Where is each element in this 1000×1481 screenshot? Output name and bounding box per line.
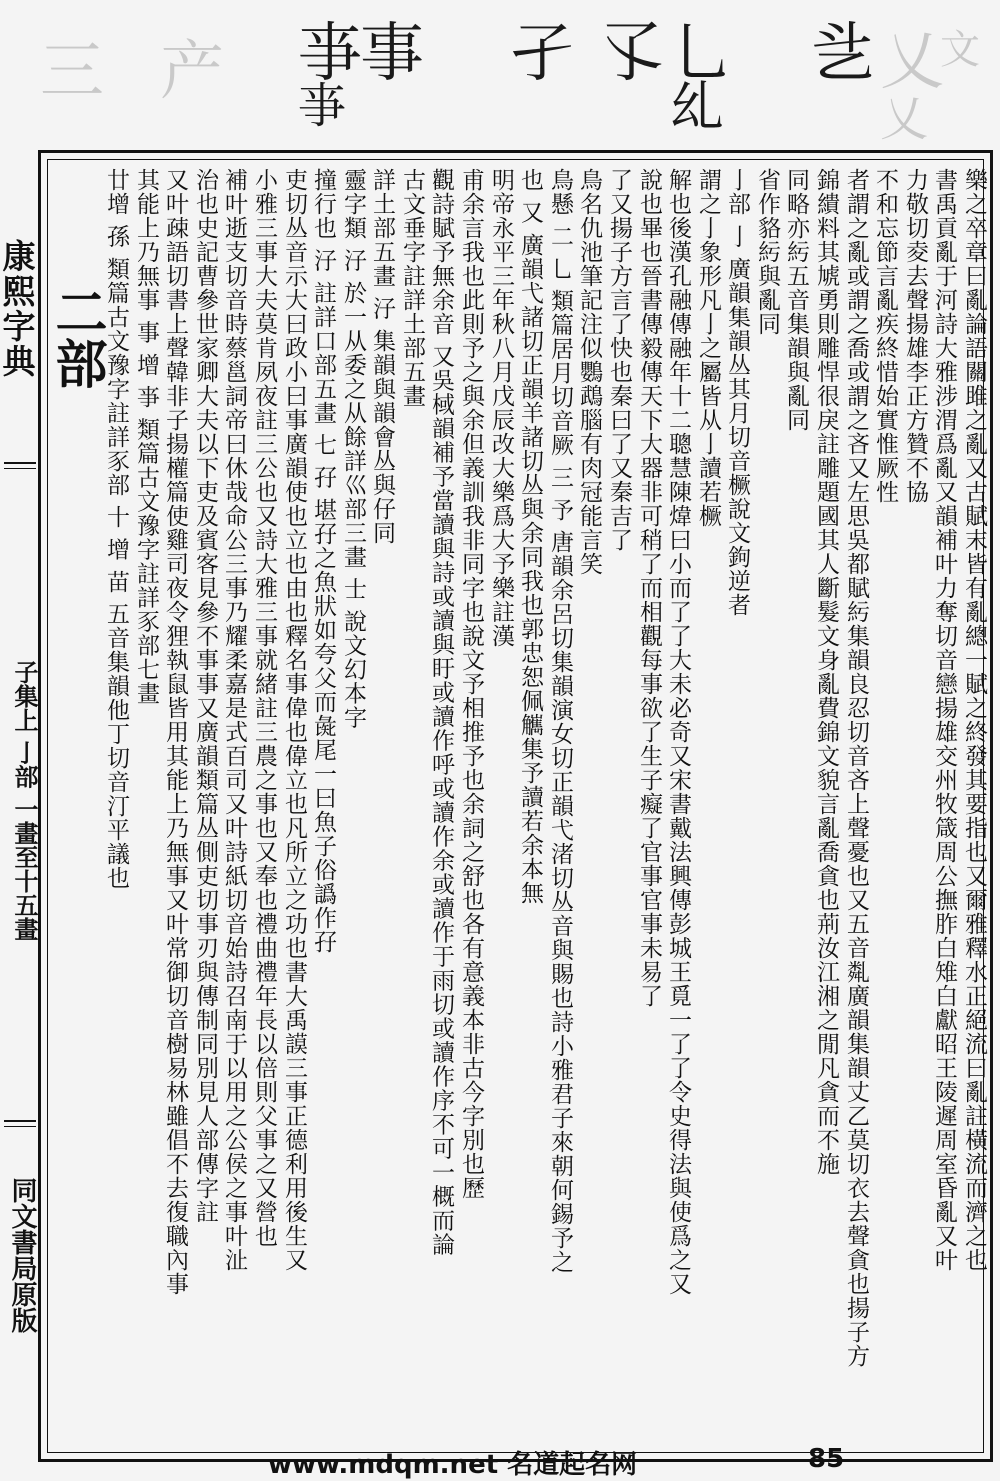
seal-char-faint: 文	[940, 27, 980, 73]
margin-divider	[4, 468, 36, 469]
text-column: 廿增 孫 類篇古文豫字註詳豕部 十 增 苗 五音集韻他丁切音汀平議也	[103, 168, 129, 890]
seal-char-faint: 产	[160, 35, 224, 109]
text-column: 鳥懸 二 乚 類篇居月切音厥 三 予 唐韻余呂切集韻演女切正韻弋渚切丛音與賜也詩小雅君子來朝何錫予之	[547, 168, 573, 1274]
seal-script-header	[0, 0, 1000, 150]
seal-char: 孓	[600, 17, 664, 91]
text-column: 同略亦䊸五音集韻與亂同	[783, 168, 809, 432]
seal-char: 事	[360, 17, 424, 91]
text-column: 明帝永平三年秋八月戊辰改大樂爲大予樂註漢	[488, 168, 514, 648]
text-column: 謂之亅象形凡亅之屬皆从亅讀若橛	[695, 168, 721, 528]
seal-char-faint: 乂	[880, 25, 944, 99]
text-column: 不和忘節言亂疾終惜始實惟厥性	[872, 168, 898, 504]
dictionary-title: 康熙字典	[2, 237, 36, 381]
text-column: 補叶逝支切音時蔡邕詞帝曰休哉命公三事乃耀柔嘉是式百司又叶詩紙切音始詩召南于以用之公侯之事叶沚	[221, 168, 247, 1272]
text-column: 省作貉䊸與亂同	[754, 168, 780, 336]
seal-char-faint: 三	[40, 35, 104, 109]
seal-char: 乧	[810, 17, 874, 91]
seal-char: 亊	[298, 17, 362, 91]
text-column: 其能上乃無事 事 增 亊 類篇古文豫字註詳豕部七畫	[133, 168, 159, 706]
margin-divider	[4, 462, 36, 464]
margin-divider	[4, 1120, 36, 1122]
seal-char: 亊	[298, 78, 347, 134]
text-column: 甫余言我也此則予之與余但義訓我非同字也說文予相推予也余詞之舒也各有意義本非古今字別也歷	[458, 168, 484, 1200]
text-column: 撞行也 汓 註詳口部五畫 七 孖 堪孖之魚狀如夸父而彘尾一曰魚子俗譌作孖	[310, 168, 336, 954]
site-watermark: www.mdqm.net 名道起名网	[268, 1450, 638, 1480]
text-column: 樂之卒章曰亂論語關雎之亂又古賦末皆有亂總一賦之終發其要指也又爾雅釋水正絕流曰亂註橫流而濟之也	[961, 168, 987, 1272]
text-column: 解也後漢孔融傳融年十二聰慧陳煒曰小而了了大未必奇又宋書戴法興傳彭城王覓一了了令史得法與使爲之又	[665, 168, 691, 1296]
text-column: 錦繢料其虓勇則雕悍很戾註雕題國其人斷髮文身亂費錦文貌言亂喬貪也荊汝江湘之閒凡貪而不施	[813, 168, 839, 1176]
section-label: 子集上 亅部 一畫至十五畫	[10, 659, 39, 941]
text-column: 也 又 廣韻弋諸切正韻羊諸切丛與余同我也郭忠恕佩觽集予讀若余本無	[517, 168, 543, 905]
seal-char: 乣	[670, 75, 724, 138]
text-column: 亅部 亅 廣韻集韻丛其月切音橛說文鉤逆者	[724, 168, 750, 617]
text-column: 小雅三事大夫莫肯夙夜註三公也又詩大雅三事就緒註三農之事也又奉也禮曲禮年長以倍則父事之又營也	[251, 168, 277, 1248]
text-column: 觀詩賦予無余音 又吳棫韻補予當讀與詩或讀與盱或讀作呼或讀作余或讀作于雨切或讀作序不可一概而論	[428, 168, 454, 1257]
footer	[0, 1444, 1000, 1480]
margin-divider	[4, 1126, 36, 1127]
text-column: 鳥名仇池筆記注似鸚鵡腦有肉冠能言笑	[576, 168, 602, 576]
seal-char-faint: 乂	[880, 91, 929, 147]
text-column: 詳土部五畫 汓 集韻與韻會丛與仔同	[369, 168, 395, 545]
text-column: 治也史記曹參世家卿大夫以下吏及賓客見參不事事又廣韻類篇丛側吏切事刃與傳制同別見人部傳字註	[192, 168, 218, 1224]
seal-char: 孑	[510, 17, 574, 91]
text-column: 說也畢也晉書傳毅傳天下大器非可稍了而相觀每事欲了生子癡了官事官事未易了	[636, 168, 662, 1008]
text-column: 了又揚子方言了快也秦曰了又秦吉了	[606, 168, 632, 552]
text-column: 古文垂字註詳土部五畫	[399, 168, 425, 408]
seal-char: 乚	[670, 17, 734, 91]
radical-section-heading: 二部	[46, 285, 107, 389]
publisher-label: 同文書局原版	[7, 1177, 37, 1333]
text-column: 力敬切夌去聲揚雄李正方贊不協	[902, 168, 928, 504]
text-column: 又叶疎語切書上聲韓非子揚權篇使雞司夜令狸執鼠皆用其能上乃無事又叶常御切音樹易林雖倡不去復職內事	[162, 168, 188, 1296]
text-column: 靈字類 汓 於一从委之从餘詳巛部三畫 士 說文幻本字	[340, 168, 366, 730]
text-column: 者謂之亂或謂之喬或謂之吝又左思吳都賦䊸集韻良忍切音吝上聲憂也又五音亃廣韻集韻丈乙莫切衣去聲貪也揚子方	[843, 168, 869, 1368]
page-number: 85	[808, 1444, 845, 1474]
text-column: 吏切丛音示大曰政小曰事廣韻使也立也由也釋名事偉也偉立也凡所立之功也書大禹謨三事正德利用後生又	[281, 168, 307, 1272]
text-column: 書禹貢亂于河詩大雅涉渭爲亂又韻補叶力奪切音戀揚雄交州牧箴周公撫胙白雉白獻昭王陵遲周室昏亂又叶	[931, 168, 957, 1272]
